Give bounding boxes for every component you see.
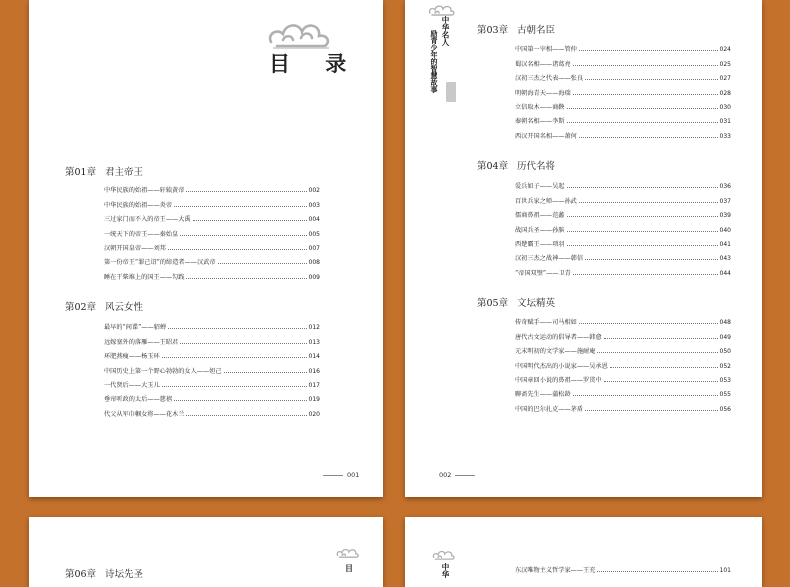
toc-entry-title: 明朝海青天——海瑞 — [515, 89, 571, 97]
chapter-number: 第04章 — [477, 161, 509, 172]
toc-entry[interactable] — [515, 68, 731, 82]
toc-entry-page: 016 — [308, 367, 320, 375]
toc-entry-page: 031 — [719, 118, 731, 126]
dot-leader — [567, 108, 718, 109]
cloud-ornament-icon — [427, 2, 457, 16]
page-number — [439, 471, 479, 479]
toc-entry[interactable] — [104, 266, 320, 280]
toc-entry[interactable] — [515, 125, 731, 139]
toc-entry-title: “帝国双璧”——卫青 — [515, 269, 571, 277]
toc-list — [515, 39, 731, 140]
toc-entry-page: 030 — [719, 103, 731, 111]
toc-entry-title: 爱兵如子——吴起 — [515, 183, 565, 191]
toc-entry-page: 040 — [719, 226, 731, 234]
toc-entry-page: 024 — [719, 46, 731, 54]
toc-entry[interactable] — [104, 317, 320, 331]
cloud-ornament-icon — [431, 548, 457, 560]
chapter-title: 古朝名臣 — [517, 25, 556, 36]
toc-entry-page: 033 — [719, 132, 731, 140]
page-title: 目 — [345, 563, 353, 573]
series-title: 中华名人 — [441, 16, 450, 46]
toc-entry[interactable] — [515, 370, 731, 384]
dot-leader — [567, 245, 718, 246]
toc-entry-page: 055 — [719, 391, 731, 399]
toc-entry-page: 036 — [719, 183, 731, 191]
dot-leader — [579, 137, 718, 138]
cloud-ornament-icon — [265, 12, 337, 52]
toc-entry[interactable] — [515, 398, 731, 412]
series-subtitle: 励青少年的智慧故事 — [430, 30, 439, 93]
toc-entry[interactable] — [515, 39, 731, 53]
dot-leader — [162, 386, 307, 387]
toc-entry[interactable] — [515, 341, 731, 355]
toc-list — [104, 317, 320, 418]
toc-entry[interactable] — [104, 403, 320, 417]
toc-entry-title: 秦朝名相——李斯 — [515, 118, 565, 126]
toc-entry[interactable] — [104, 331, 320, 345]
toc-page-next-right — [405, 517, 762, 587]
toc-entry-page: 007 — [308, 244, 320, 252]
toc-entry-page: 019 — [308, 396, 320, 404]
toc-page-left — [29, 0, 383, 497]
toc-entry[interactable] — [104, 194, 320, 208]
chapter-number: 第03章 — [477, 25, 509, 36]
dot-leader — [567, 231, 718, 232]
toc-entry[interactable] — [104, 209, 320, 223]
dot-leader — [597, 571, 717, 572]
toc-entry-page: 008 — [308, 259, 320, 267]
dot-leader — [579, 50, 718, 51]
page-number — [319, 471, 359, 479]
cloud-ornament-icon — [335, 545, 361, 559]
toc-entry[interactable] — [515, 355, 731, 369]
toc-entry[interactable] — [104, 223, 320, 237]
toc-entry-title: 战国兵圣——孙膑 — [515, 226, 565, 234]
dot-leader — [597, 352, 717, 353]
dot-leader — [573, 94, 718, 95]
chapter-title: 风云女性 — [105, 302, 144, 313]
toc-entry-title: 汉初三杰之战神——韩信 — [515, 255, 584, 263]
toc-entry-title: 西楚霸王——项羽 — [515, 240, 565, 248]
toc-entry-page: 052 — [719, 362, 731, 370]
toc-entry-title: 中国章回小说的鼻祖——罗贯中 — [515, 376, 602, 384]
toc-entry-title: 儒商鼻祖——范蠡 — [515, 212, 565, 220]
toc-entry[interactable] — [515, 560, 731, 574]
toc-entry-title: 唐代古文运动的倡导者——韩愈 — [515, 333, 602, 341]
toc-entry[interactable] — [104, 389, 320, 403]
dot-leader — [224, 372, 307, 373]
toc-page-right — [405, 0, 762, 497]
toc-entry-page: 014 — [308, 353, 320, 361]
toc-entry-title: 睡在干柴堆上的国王——勾践 — [104, 273, 185, 281]
toc-entry-page: 005 — [308, 230, 320, 238]
toc-entry-title: 最早的“间谍”——貂蝉 — [104, 324, 167, 332]
toc-entry-title: 三过家门而不入的帝王——大禹 — [104, 216, 191, 224]
toc-entry-title: 一统天下的帝王——秦始皇 — [104, 230, 179, 238]
toc-entry-title: 立信取木——商鞅 — [515, 103, 565, 111]
toc-entry[interactable] — [515, 384, 731, 398]
toc-entry-title: 传奇赋手——司马相如 — [515, 319, 577, 327]
toc-entry-title: 汉朝开国皇帝——刘邦 — [104, 244, 166, 252]
dot-leader — [579, 202, 718, 203]
toc-entry[interactable] — [515, 326, 731, 340]
dot-leader — [186, 278, 306, 279]
chapter-heading — [477, 158, 555, 172]
series-badge — [446, 82, 456, 102]
toc-entry[interactable] — [515, 176, 731, 190]
toc-entry-title: 一代贤后——大玉儿 — [104, 381, 160, 389]
dot-leader — [567, 216, 718, 217]
toc-entry[interactable] — [515, 312, 731, 326]
toc-entry-title: 中国历史上第一个野心勃勃的女人——妲己 — [104, 367, 222, 375]
toc-entry-title: 中国的巴尔扎克——茅盾 — [515, 405, 584, 413]
toc-entry-title: 环肥燕瘦——杨玉环 — [104, 353, 160, 361]
toc-list — [515, 560, 731, 574]
toc-entry-page: 003 — [308, 201, 320, 209]
page-number-text: 002 — [439, 471, 452, 479]
toc-entry-page: 037 — [719, 197, 731, 205]
toc-entry-title: 中国第一宰相——管仲 — [515, 46, 577, 54]
dot-leader — [168, 249, 307, 250]
dot-leader — [579, 323, 718, 324]
dot-leader — [193, 220, 307, 221]
toc-entry[interactable] — [515, 248, 731, 262]
toc-entry-title: 中华民族的始祖——轩辕黄帝 — [104, 187, 185, 195]
dot-leader — [174, 400, 306, 401]
chapter-heading — [65, 164, 143, 178]
dot-leader — [604, 338, 718, 339]
chapter-title: 诗坛先圣 — [105, 569, 144, 580]
dot-leader — [573, 395, 718, 396]
toc-entry-title: 蜀汉名相——诸葛亮 — [515, 60, 571, 68]
toc-entry[interactable] — [515, 111, 731, 125]
toc-entry-title: 远嫁塞外的落雁——王昭君 — [104, 338, 179, 346]
toc-entry-page: 101 — [719, 567, 731, 575]
dot-leader — [174, 206, 306, 207]
toc-entry[interactable] — [515, 205, 731, 219]
series-title: 中华 — [441, 563, 450, 578]
chapter-heading — [65, 299, 143, 313]
toc-list — [104, 180, 320, 281]
folio-rule — [323, 475, 343, 476]
dot-leader — [604, 381, 718, 382]
toc-entry-title: 中国明代杰出的小说家——吴承恩 — [515, 362, 608, 370]
toc-entry[interactable] — [104, 180, 320, 194]
toc-entry-page: 039 — [719, 212, 731, 220]
toc-entry[interactable] — [104, 375, 320, 389]
dot-leader — [610, 367, 718, 368]
toc-entry[interactable] — [515, 97, 731, 111]
toc-entry-title: 中华民族的始祖——炎帝 — [104, 201, 173, 209]
toc-entry-page: 049 — [719, 333, 731, 341]
toc-entry-page: 012 — [308, 324, 320, 332]
toc-entry-page: 025 — [719, 60, 731, 68]
toc-entry[interactable] — [104, 360, 320, 374]
chapter-number: 第05章 — [477, 298, 509, 309]
toc-entry[interactable] — [515, 262, 731, 276]
toc-entry-page: 028 — [719, 89, 731, 97]
toc-entry-page: 002 — [308, 187, 320, 195]
toc-entry-page: 020 — [308, 410, 320, 418]
toc-entry[interactable] — [515, 219, 731, 233]
dot-leader — [218, 263, 307, 264]
chapter-number: 第02章 — [65, 302, 97, 313]
toc-entry-page: 044 — [719, 269, 731, 277]
toc-entry-page: 013 — [308, 338, 320, 346]
dot-leader — [567, 122, 718, 123]
toc-entry-page: 009 — [308, 273, 320, 281]
toc-entry-page: 050 — [719, 348, 731, 356]
folio-rule — [455, 475, 475, 476]
chapter-number: 第01章 — [65, 167, 97, 178]
toc-entry-page: 043 — [719, 255, 731, 263]
toc-entry-page: 053 — [719, 376, 731, 384]
chapter-title: 文坛精英 — [517, 298, 556, 309]
toc-entry-title: 元末明初的文学家——施耐庵 — [515, 348, 596, 356]
toc-entry-page: 048 — [719, 319, 731, 327]
toc-entry[interactable] — [515, 53, 731, 67]
chapter-number: 第06章 — [65, 569, 97, 580]
dot-leader — [180, 343, 306, 344]
chapter-title: 君主帝王 — [105, 167, 144, 178]
toc-entry-title: 代父从军巾帼女将——花木兰 — [104, 410, 185, 418]
toc-entry-title: 第一份帝王“罪己诏”的缔造者——汉武帝 — [104, 259, 216, 267]
chapter-heading — [477, 22, 555, 36]
dot-leader — [585, 79, 717, 80]
dot-leader — [573, 65, 718, 66]
toc-entry-page: 041 — [719, 240, 731, 248]
dot-leader — [585, 259, 717, 260]
dot-leader — [168, 328, 307, 329]
dot-leader — [186, 191, 306, 192]
toc-entry-title: 聊斋先生——蒲松龄 — [515, 391, 571, 399]
chapter-title: 历代名将 — [517, 161, 556, 172]
toc-list — [515, 176, 731, 277]
dot-leader — [585, 410, 717, 411]
toc-entry-page: 027 — [719, 75, 731, 83]
toc-entry-page: 017 — [308, 381, 320, 389]
toc-entry-title: 百世兵家之师——孙武 — [515, 197, 577, 205]
toc-entry-page: 056 — [719, 405, 731, 413]
toc-page-next-left — [29, 517, 383, 587]
toc-entry[interactable] — [104, 238, 320, 252]
dot-leader — [567, 187, 718, 188]
toc-entry[interactable] — [515, 234, 731, 248]
toc-entry[interactable] — [515, 82, 731, 96]
toc-entry-title: 汉初三杰之代表——张良 — [515, 75, 584, 83]
toc-list — [515, 312, 731, 413]
page-number-text: 001 — [347, 471, 360, 479]
dot-leader — [180, 235, 306, 236]
dot-leader — [573, 274, 718, 275]
toc-entry[interactable] — [104, 346, 320, 360]
toc-entry-title: 垂帘听政的太后——慈禧 — [104, 396, 173, 404]
page-title: 目 录 — [269, 51, 361, 76]
toc-entry-title: 东汉唯物主义哲学家——王充 — [515, 567, 596, 575]
dot-leader — [162, 357, 307, 358]
toc-entry[interactable] — [515, 190, 731, 204]
dot-leader — [186, 415, 306, 416]
toc-entry-page: 004 — [308, 216, 320, 224]
toc-entry-title: 西汉开国名相——萧何 — [515, 132, 577, 140]
toc-entry[interactable] — [104, 252, 320, 266]
chapter-heading — [477, 295, 555, 309]
